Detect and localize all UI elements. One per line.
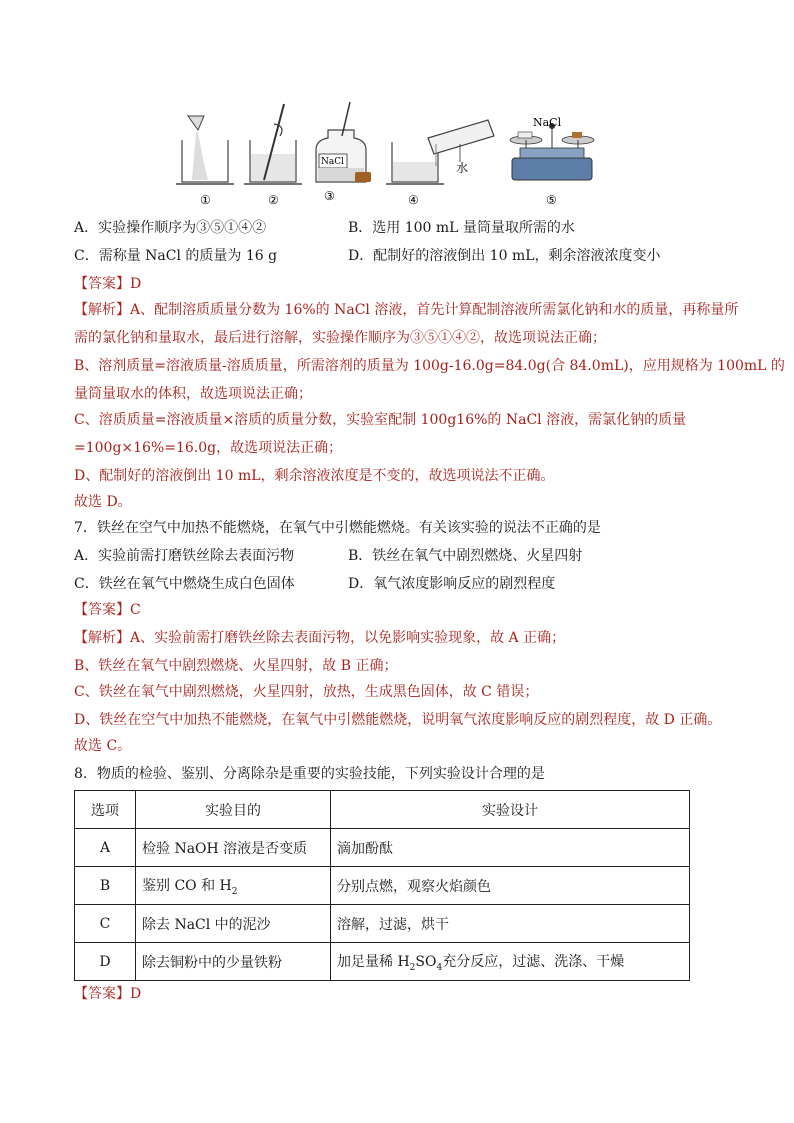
q6-choose: 故选 D。 (74, 494, 132, 510)
balance-scale-icon (510, 123, 594, 180)
q7-stem: 7．铁丝在空气中加热不能燃烧，在氧气中引燃能燃烧。有关该实验的说法不正确的是 (74, 520, 601, 536)
q7-answer: 【答案】C (74, 602, 141, 618)
q8-answer: 【答案】D (74, 986, 142, 1002)
q6-option-d: D．配制好的溶液倒出 10 mL，剩余溶液浓度变小 (348, 248, 661, 264)
q8-table (74, 790, 690, 981)
nacl-scale-label: NaCl (533, 116, 562, 129)
row-goal: 除去铜粉中的少量铁粉 (136, 943, 331, 981)
subscript: 2 (231, 886, 238, 897)
reagent-bottle-icon (316, 102, 371, 182)
design-text: 加足量稀 H (337, 953, 410, 970)
q6-analysis-line: 需的氯化钠和量取水，最后进行溶解，实验操作顺序为③⑤①④②，故选项说法正确； (74, 330, 606, 346)
row-design: 滴加酚酞 (331, 829, 690, 867)
row-option: D (75, 943, 136, 981)
table-header-option: 选项 (75, 791, 136, 829)
figure-label-3: ③ (324, 189, 335, 203)
q6-analysis-line: 【解析】A、配制溶质质量分数为 16%的 NaCl 溶液，首先计算配制溶液所需氯化钠和水的质量，再称量所 (74, 302, 739, 318)
q7-analysis-line: 【解析】A、实验前需打磨铁丝除去表面污物，以免影响实验现象，故 A 正确； (74, 630, 566, 646)
q6-option-a: A．实验操作顺序为③⑤①④② (74, 220, 267, 236)
subscript: 4 (436, 962, 443, 973)
figure-label-5: ⑤ (546, 193, 557, 207)
goal-text: 鉴别 CO 和 H (142, 877, 232, 894)
figure-label-4: ④ (408, 193, 419, 207)
table-row (75, 867, 690, 905)
row-design (331, 943, 690, 981)
row-design: 分别点燃，观察火焰颜色 (331, 867, 690, 905)
row-goal: 检验 NaOH 溶液是否变质 (136, 829, 331, 867)
table-row (75, 905, 690, 943)
q6-analysis-line: 量筒量取水的体积，故选项说法正确； (74, 386, 312, 402)
row-option: B (75, 867, 136, 905)
row-design: 溶解，过滤，烘干 (331, 905, 690, 943)
q6-analysis-line: B、溶剂质量=溶液质量-溶质质量，所需溶剂的质量为 100g-16.0g=84.0g(合 84.0mL)，应用规格为 100mL 的 (74, 358, 785, 374)
beaker-with-funnel-icon (176, 116, 234, 184)
q7-option-b: B．铁丝在氧气中剧烈燃烧、火星四射 (348, 548, 583, 564)
subscript: 2 (409, 962, 416, 973)
row-option: C (75, 905, 136, 943)
water-label: 水 (456, 161, 469, 175)
row-goal (136, 867, 331, 905)
q6-analysis-line: =100g×16%=16.0g，故选项说法正确； (74, 440, 343, 456)
table-row (75, 829, 690, 867)
q7-option-a: A．实验前需打磨铁丝除去表面污物 (74, 548, 295, 564)
beaker-stirring-icon (244, 104, 302, 184)
experiment-figure (170, 96, 610, 208)
q7-option-c: C．铁丝在氧气中燃烧生成白色固体 (74, 576, 295, 592)
q7-analysis-line: D、铁丝在空气中加热不能燃烧，在氧气中引燃能燃烧，说明氧气浓度影响反应的剧烈程度，故 D 正确。 (74, 712, 722, 728)
table-header-goal: 实验目的 (136, 791, 331, 829)
row-goal: 除去 NaCl 中的泥沙 (136, 905, 331, 943)
q6-analysis-line: C、溶质质量=溶液质量×溶质的质量分数，实验室配制 100g16%的 NaCl 溶液，需氯化钠的质量 (74, 412, 687, 428)
table-row (75, 943, 690, 981)
q7-choose: 故选 C。 (74, 738, 132, 754)
figure-label-2: ② (268, 193, 279, 207)
q8-stem: 8．物质的检验、鉴别、分离除杂是重要的实验技能，下列实验设计合理的是 (74, 766, 545, 782)
q7-analysis-line: C、铁丝在氧气中剧烈燃烧，火星四射，放热，生成黑色固体，故 C 错误； (74, 684, 539, 700)
q7-option-d: D．氧气浓度影响反应的剧烈程度 (348, 576, 556, 592)
nacl-bottle-label: NaCl (321, 157, 345, 167)
q7-analysis-line: B、铁丝在氧气中剧烈燃烧、火星四射，故 B 正确； (74, 658, 398, 674)
figure-label-1: ① (200, 193, 211, 207)
row-option: A (75, 829, 136, 867)
q6-answer: 【答案】D (74, 276, 142, 292)
q6-analysis-line: D、配制好的溶液倒出 10 mL，剩余溶液浓度是不变的，故选项说法不正确。 (74, 468, 555, 484)
design-text: 充分反应，过滤、洗涤、干燥 (442, 953, 625, 970)
cylinder-pouring-icon (386, 120, 494, 184)
design-text: SO (415, 953, 437, 970)
table-header-row (75, 791, 690, 829)
q6-option-c: C．需称量 NaCl 的质量为 16 g (74, 248, 278, 264)
table-header-design: 实验设计 (331, 791, 690, 829)
q6-option-b: B．选用 100 mL 量筒量取所需的水 (348, 220, 575, 236)
